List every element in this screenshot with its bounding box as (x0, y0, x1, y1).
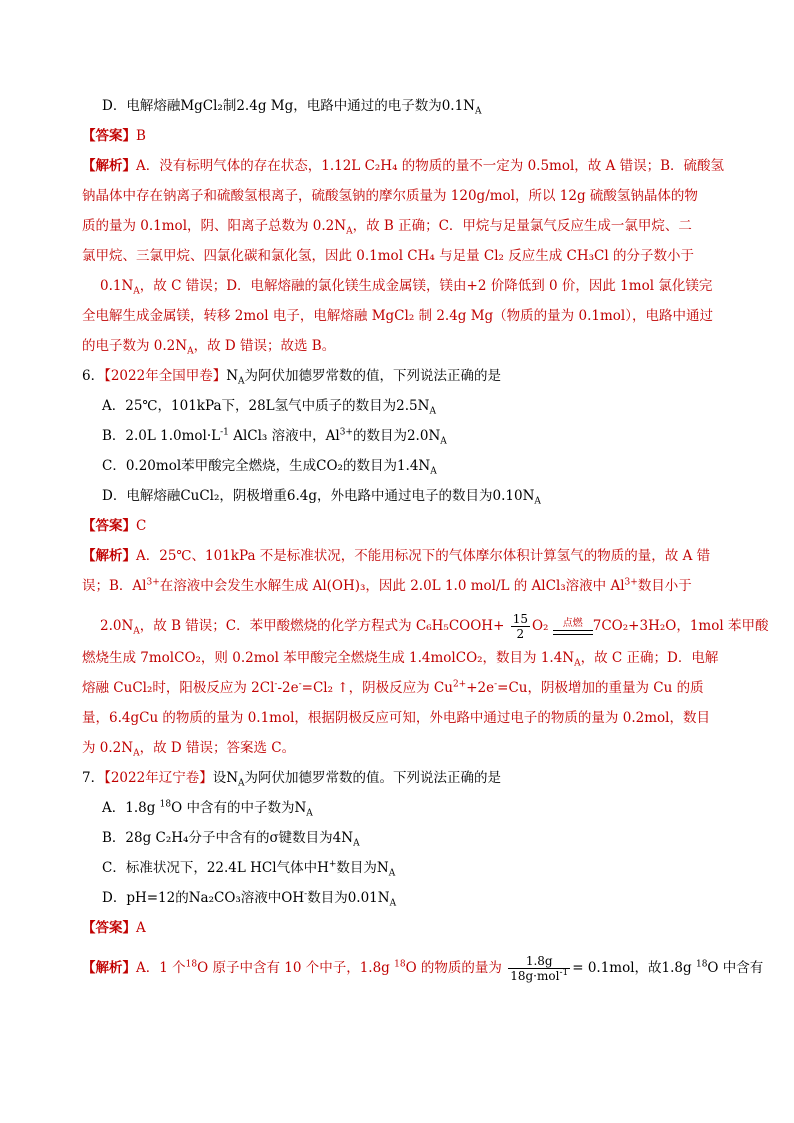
q5-analysis-line-2: 质的量为 0.1mol，阴、阳离子总数为 $0.2N_A$，故 B 正确；C．甲烷与足量氯气反应生成一氯甲烷、二 (82, 218, 692, 237)
q5-analysis-line-5: 全电解生成金属镁，转移 2mol 电子，电解熔融 MgCl₂ 制 2.4g Mg（物质的量为 0.1mol），电路中通过 (82, 308, 713, 324)
q6-option-a: A．25℃，101kPa下，28L氢气中质子的数目为$2.5N_A$ (102, 398, 436, 417)
answer-value: C (136, 518, 147, 534)
q6-analysis-line-2 (100, 612, 768, 641)
answer-tag: 【答案】 (82, 920, 136, 936)
q6-analysis-line-0 (82, 546, 710, 566)
answer-value: B (136, 128, 146, 144)
analysis-start: A．1 个$^{18}$O 原子中含有 10 个中子，1.8g $^{18}$O 的物质的量为 (136, 959, 502, 976)
answer-tag: 【答案】 (82, 128, 136, 144)
q7-stem-text: 设$N_A$为阿伏加德罗常数的值。下列说法正确的是 (212, 770, 502, 789)
fraction-numerator: 1.8g (508, 954, 570, 969)
fraction-denominator: 2 (516, 627, 525, 641)
analysis-text: $2.0N_A$，故 B 错误；C．苯甲酸燃烧的化学方程式为 C₆H₅COOH+ (100, 618, 505, 637)
q6-number: 6． (82, 368, 105, 384)
q7-option-d: D．pH=12的Na₂CO₃溶液中OH-数目为$0.01N_A$ (102, 889, 397, 909)
analysis-tag: 【解析】 (82, 960, 136, 976)
analysis-tag: 【解析】 (82, 158, 136, 174)
q5-analysis-line-6: 的电子数为 $0.2N_A$，故 D 错误；故选 B。 (82, 338, 336, 357)
q5-analysis-line-0 (82, 156, 724, 176)
q6-stem (82, 366, 501, 386)
equation-o2: O₂ (531, 618, 549, 634)
q6-analysis-line-5: 量，6.4gCu 的物质的量为 0.1mol，根据阴极反应可知，外电路中通过电子的物质的量为 0.2mol，数目 (82, 710, 710, 726)
q7-option-a: A．1.8g $^{18}$O 中含有的中子数为$N_A$ (102, 799, 313, 819)
q7-stem (82, 768, 501, 788)
q6-analysis-line-1: 误；B．$Al^{3+}$在溶液中会发生水解生成 Al(OH)₃，因此 2.0L 1.0 mol/L 的 AlCl₃溶液中 $Al^{3+}$数目小于 (82, 577, 692, 594)
analysis-tag: 【解析】 (82, 548, 136, 564)
condition-label: 点燃 (562, 617, 583, 629)
q6-option-d: D．电解熔融CuCl₂，阴极增重6.4g，外电路中通过电子的数目为$0.10N_A$ (102, 488, 541, 507)
q6-option-b: B．2.0L $1.0mol\cdot L^{-1}$ AlCl₃ 溶液中，$Al^{3+}$的数目为$2.0N_A$ (102, 427, 447, 447)
q7-option-c: C．标准状况下，22.4L HCl气体中H+数目为$N_A$ (102, 859, 396, 879)
analysis-end: = 0.1mol，故1.8g $^{18}$O 中含有 (572, 959, 764, 976)
q6-analysis-line-3: 燃烧生成 7molCO₂，则 0.2mol 苯甲酸完全燃烧生成 1.4molCO₂，数目为 $1.4N_A$，故 C 正确；D．电解 (82, 650, 719, 669)
q7-source: 【2022年辽宁卷】 (104, 770, 213, 786)
molar-fraction (508, 954, 570, 983)
equals-bar-icon (553, 630, 593, 635)
q6-stem-text: $N_A$为阿伏加德罗常数的值，下列说法正确的是 (226, 368, 502, 387)
fraction-numerator: 15 (512, 612, 528, 626)
q5-option-d: D．电解熔融MgCl₂制2.4g Mg，电路中通过的电子数为$0.1N_A$ (102, 98, 482, 117)
reaction-condition (553, 619, 593, 635)
equation-products: 7CO₂+3H₂O，1mol 苯甲酸 (592, 618, 769, 634)
fraction-denominator: 18g·mol$^{-1}$ (510, 968, 569, 983)
q6-answer (82, 516, 146, 536)
q6-option-c: C．0.20mol苯甲酸完全燃烧，生成CO₂的数目为$1.4N_A$ (102, 458, 437, 477)
answer-value: A (136, 920, 146, 936)
q5-answer (82, 126, 146, 146)
q7-option-b: B．28g C₂H₄分子中含有的σ键数目为$4N_A$ (102, 830, 360, 849)
q7-number: 7． (82, 770, 105, 786)
q6-source: 【2022年全国甲卷】 (104, 368, 227, 384)
analysis-text: A．25℃、101kPa 不是标准状况，不能用标况下的气体摩尔体积计算氢气的物质的量，故 A 错 (136, 548, 711, 564)
q5-analysis-line-1: 钠晶体中存在钠离子和硫酸氢根离子，硫酸氢钠的摩尔质量为 120g/mol，所以 12g 硫酸氢钠晶体的物 (82, 188, 698, 204)
q7-answer (82, 918, 146, 938)
q6-analysis-line-4: 熔融 CuCl₂时，阳极反应为 2Cl--2e-=Cl₂ ↑，阴极反应为 $Cu^{2+}+2e^-=Cu$，阴极增加的重量为 Cu 的质 (82, 679, 704, 696)
q5-analysis-line-3: 氯甲烷、三氯甲烷、四氯化碳和氯化氢，因此 0.1mol CH₄ 与足量 Cl₂ 反应生成 CH₃Cl 的分子数小于 (82, 248, 694, 264)
equation-fraction (511, 612, 530, 641)
q5-analysis-line-4: $0.1N_A$，故 C 错误；D．电解熔融的氯化镁生成金属镁，镁由+2 价降低到 0 价，因此 1mol 氯化镁完 (100, 278, 713, 297)
analysis-text: A．没有标明气体的存在状态，1.12L C₂H₄ 的物质的量不一定为 0.5mol，故 A 错误；B．硫酸氢 (136, 158, 725, 174)
q6-analysis-line-6: 为 $0.2N_A$，故 D 错误；答案选 C。 (82, 740, 296, 759)
q7-analysis-line-0 (82, 954, 763, 983)
answer-tag: 【答案】 (82, 518, 136, 534)
